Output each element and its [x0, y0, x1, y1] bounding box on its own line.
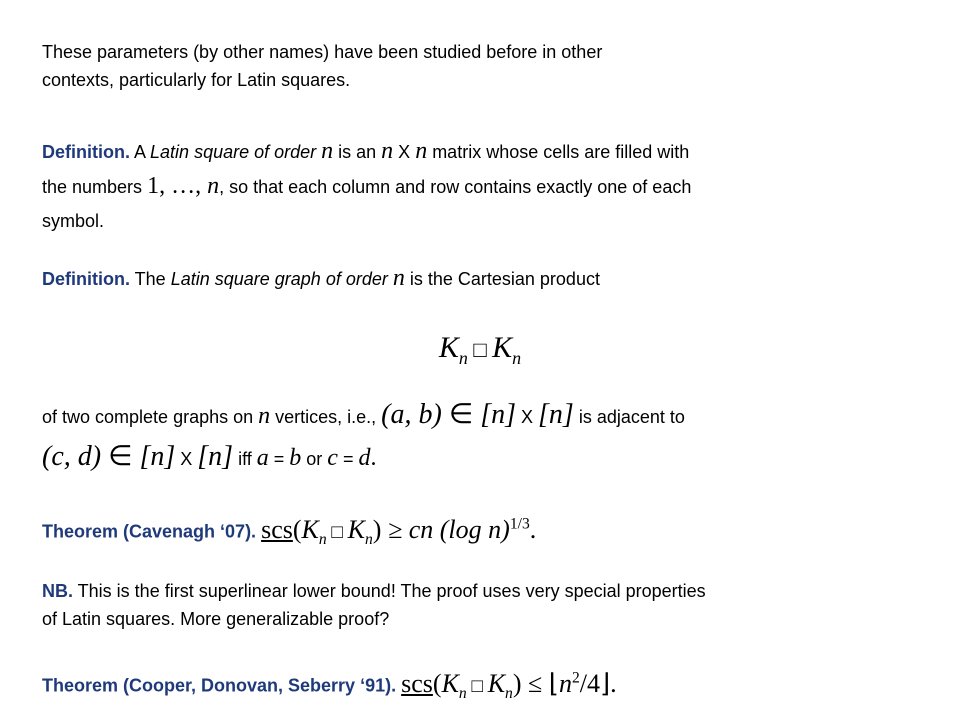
- math-K: K: [441, 668, 459, 698]
- math-sub-n: n: [505, 684, 513, 702]
- intro-line-2: contexts, particularly for Latin squares.: [42, 70, 351, 90]
- math-n: n: [258, 403, 271, 429]
- adj-text: vertices, i.e.,: [270, 407, 382, 427]
- math-le: ≤: [521, 668, 549, 698]
- math-paren: (: [292, 514, 302, 544]
- nb-text: This is the first superlinear lower bound! The proof uses very special properties: [73, 581, 706, 601]
- math-pair-ab: (a, b): [381, 399, 442, 430]
- def1-line-2: [42, 169, 691, 204]
- def1-text: A: [130, 142, 151, 162]
- math-in: ∈: [441, 399, 481, 430]
- definition-latin-square-graph: [42, 264, 600, 293]
- math-period: .: [610, 668, 617, 698]
- math-one: 1: [147, 173, 160, 199]
- math-sub-n: n: [512, 348, 522, 368]
- def1-line-3: symbol.: [42, 211, 105, 231]
- def2-term: Latin square graph of order: [170, 269, 393, 289]
- math-b: b: [289, 445, 302, 471]
- math-K: K: [487, 668, 506, 698]
- cartesian-product-formula: [0, 328, 960, 378]
- theorem1-formula: [261, 514, 537, 548]
- math-paren: (: [432, 668, 442, 698]
- def1-times: X: [393, 142, 416, 162]
- math-eq: =: [268, 449, 290, 469]
- math-period: .: [529, 514, 537, 544]
- math-exponent: 1/3: [509, 515, 530, 532]
- def1-line-1: [42, 134, 691, 169]
- math-paren: ): [372, 514, 382, 544]
- intro-paragraph: [42, 38, 602, 94]
- box-product-symbol: □: [466, 675, 488, 697]
- math-floor-left: ⌊: [548, 668, 559, 698]
- def1-text: matrix whose cells are filled with: [427, 142, 690, 162]
- math-eq: =: [337, 449, 359, 469]
- math-divide-4: /4: [579, 668, 600, 698]
- math-bracket-n: [n]: [197, 441, 234, 472]
- def1-text: the numbers: [42, 177, 148, 197]
- adj-line-2: [42, 437, 685, 479]
- math-sub-n: n: [365, 530, 373, 548]
- math-bracket-n: [n]: [538, 399, 574, 430]
- def1-text: , so that each column and row contains exactly one of each: [219, 177, 692, 197]
- theorem-cooper-donovan-seberry: [42, 658, 617, 714]
- theorem1-label: Theorem (Cavenagh ‘07).: [42, 521, 257, 542]
- nb-line-1: [42, 577, 706, 605]
- math-K: K: [492, 331, 513, 364]
- math-K: K: [438, 331, 459, 364]
- math-bracket-n: [n]: [480, 399, 517, 430]
- math-in: ∈: [101, 441, 140, 472]
- definition-latin-square: [42, 134, 691, 238]
- math-n: n: [381, 138, 394, 164]
- math-pair-cd: (c, d): [42, 441, 102, 472]
- adj-text: or: [301, 449, 328, 469]
- math-exponent: 2: [571, 669, 580, 686]
- box-product-symbol: □: [467, 337, 493, 362]
- math-c: c: [327, 445, 338, 471]
- math-a: a: [256, 445, 269, 471]
- math-sub-n: n: [458, 684, 467, 702]
- intro-line-1: These parameters (by other names) have been studied before in other: [42, 42, 603, 62]
- def1-term: Latin square of order: [150, 142, 322, 162]
- nb-label: NB.: [42, 581, 73, 601]
- math-floor-right: ⌋: [599, 668, 611, 698]
- math-n: n: [207, 173, 220, 199]
- math-bracket-n: [n]: [139, 441, 176, 472]
- math-sub-n: n: [318, 530, 327, 548]
- math-scs: scs: [261, 514, 293, 544]
- adj-text: of two complete graphs on: [42, 407, 259, 427]
- theorem2-formula: [401, 668, 617, 702]
- adjacency-paragraph: [42, 395, 685, 479]
- theorem2-label: Theorem (Cooper, Donovan, Seberry ‘91).: [42, 675, 397, 696]
- def1-text: is an: [333, 142, 382, 162]
- math-lower-bound: ≥ cn (log n): [381, 514, 510, 544]
- box-product-symbol: □: [326, 521, 348, 543]
- math-times: X: [516, 407, 539, 427]
- nb-line-2: of Latin squares. More generalizable proof?: [42, 609, 390, 629]
- math-scs: scs: [401, 668, 433, 698]
- nb-paragraph: [42, 577, 706, 633]
- adj-text: iff: [233, 449, 257, 469]
- math-K: K: [347, 514, 365, 544]
- adj-text: is adjacent to: [573, 407, 685, 427]
- math-d: d: [358, 445, 371, 471]
- math-sub-n: n: [458, 348, 468, 368]
- def2-text: is the Cartesian product: [404, 269, 600, 289]
- adj-line-1: [42, 395, 685, 437]
- theorem-cavenagh: [42, 504, 536, 560]
- math-times: X: [175, 449, 198, 469]
- def2-label: Definition.: [42, 269, 130, 289]
- math-paren: ): [512, 668, 522, 698]
- math-period: .: [370, 445, 377, 471]
- math-n: n: [415, 138, 428, 164]
- math-n: n: [392, 265, 405, 291]
- math-n: n: [321, 138, 334, 164]
- math-K: K: [301, 514, 319, 544]
- math-dots: , …,: [159, 173, 208, 199]
- def1-label: Definition.: [42, 142, 130, 162]
- def2-text: The: [130, 269, 171, 289]
- math-n: n: [558, 668, 572, 698]
